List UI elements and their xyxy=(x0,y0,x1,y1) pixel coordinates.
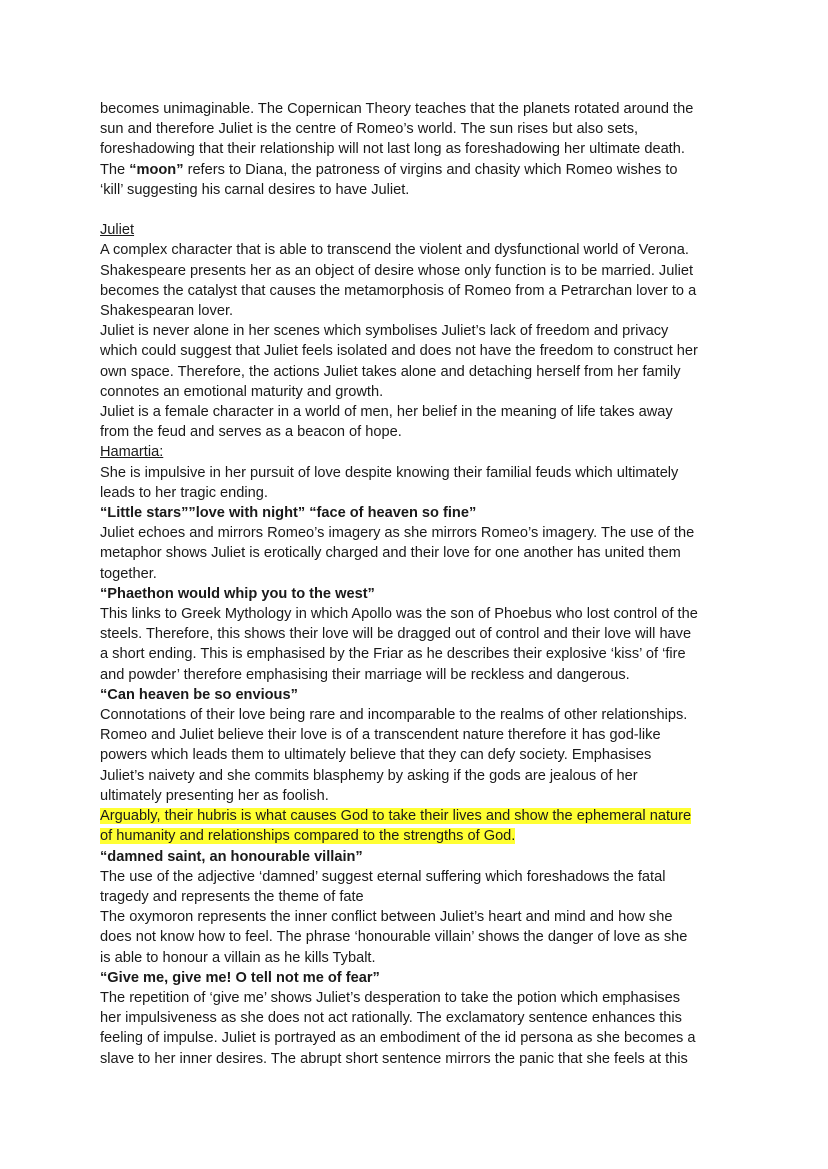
analysis-line: ultimately presenting her as foolish. xyxy=(100,787,329,804)
moon-quote: “moon” xyxy=(129,161,184,178)
quote-heading: “Can heaven be so envious” xyxy=(100,686,298,703)
document-page xyxy=(100,99,740,1069)
analysis-line: slave to her inner desires. The abrupt short sentence mirrors the panic that she feels at this xyxy=(100,1050,688,1067)
highlighted-text: of humanity and relationships compared to the strengths of God. xyxy=(100,828,516,845)
hamartia-line: leads to her tragic ending. xyxy=(100,484,268,501)
moon-post: refers to Diana, the patroness of virgins and chasity which Romeo wishes to xyxy=(183,161,678,178)
juliet-para1-line: A complex character that is able to transcend the violent and dysfunctional world of Verona. xyxy=(100,242,689,259)
analysis-line: steels. Therefore, this shows their love will be dragged out of control and their love will have xyxy=(100,626,692,643)
analysis-line: feeling of impulse. Juliet is portrayed as an embodiment of the id persona as she becomes a xyxy=(100,1030,696,1047)
juliet-para1-line: Shakespeare presents her as an object of desire whose only function is to be married. Juliet xyxy=(100,262,693,279)
juliet-para2-line: Juliet is never alone in her scenes which symbolises Juliet’s lack of freedom and privacy xyxy=(100,323,669,340)
analysis-line: powers which leads them to ultimately believe that they can defy society. Emphasises xyxy=(100,747,652,764)
analysis-line: Juliet echoes and mirrors Romeo’s imagery as she mirrors Romeo’s imagery. The use of the xyxy=(100,525,695,542)
analysis-line: does not know how to feel. The phrase ‘honourable villain’ shows the danger of love as she xyxy=(100,929,688,946)
juliet-para2-line: which could suggest that Juliet feels isolated and does not have the freedom to construct her xyxy=(100,343,698,360)
analysis-line: and powder’ therefore emphasising their marriage will be reckless and dangerous. xyxy=(100,666,630,683)
analysis-line: a short ending. This is emphasised by the Friar as he describes their explosive ‘kiss’ of ‘fire xyxy=(100,646,686,663)
analysis-line: The oxymoron represents the inner conflict between Juliet’s heart and mind and how she xyxy=(100,909,673,926)
quote-heading: “Give me, give me! O tell not me of fear” xyxy=(100,969,380,986)
analysis-line: This links to Greek Mythology in which Apollo was the son of Phoebus who lost control of the xyxy=(100,606,698,623)
analysis-line: is able to honour a villain as he kills Tybalt. xyxy=(100,949,376,966)
analysis-line: metaphor shows Juliet is erotically charged and their love for one another has united them xyxy=(100,545,681,562)
quote-heading: “Little stars””love with night” “face of heaven so fine” xyxy=(100,505,477,522)
hamartia-line: She is impulsive in her pursuit of love despite knowing their familial feuds which ultimately xyxy=(100,464,679,481)
section-heading-juliet: Juliet xyxy=(100,222,135,239)
spacer xyxy=(100,200,740,220)
juliet-para2-line: own space. Therefore, the actions Juliet takes alone and detaching herself from her family xyxy=(100,363,681,380)
analysis-line: Juliet’s naivety and she commits blasphemy by asking if the gods are jealous of her xyxy=(100,767,638,784)
highlighted-line xyxy=(100,806,740,826)
juliet-para1-line: becomes the catalyst that causes the metamorphosis of Romeo from a Petrarchan lover to a xyxy=(100,282,697,299)
section-heading-hamartia: Hamartia: xyxy=(100,444,164,461)
analysis-line: her impulsiveness as she does not act rationally. The exclamatory sentence enhances this xyxy=(100,1010,682,1027)
intro-line: becomes unimaginable. The Copernican Theory teaches that the planets rotated around the xyxy=(100,101,694,117)
analysis-line: Romeo and Juliet believe their love is of a transcendent nature therefore it has god-like xyxy=(100,727,661,744)
analysis-line: Connotations of their love being rare and incomparable to the realms of other relationships. xyxy=(100,707,688,724)
juliet-para1-line: Shakespearan lover. xyxy=(100,303,234,320)
highlighted-text: Arguably, their hubris is what causes God to take their lives and show the ephemeral nature xyxy=(100,808,692,825)
intro-line: ‘kill’ suggesting his carnal desires to have Juliet. xyxy=(100,181,410,198)
analysis-line: The repetition of ‘give me’ shows Juliet’s desperation to take the potion which emphasises xyxy=(100,989,681,1006)
analysis-line: The use of the adjective ‘damned’ suggest eternal suffering which foreshadows the fatal xyxy=(100,868,666,885)
juliet-para2-line: connotes an emotional maturity and growth. xyxy=(100,383,384,400)
highlighted-line xyxy=(100,826,740,846)
juliet-para3-line: Juliet is a female character in a world of men, her belief in the meaning of life takes away xyxy=(100,404,673,421)
moon-line xyxy=(100,160,740,180)
juliet-para3-line: from the feud and serves as a beacon of hope. xyxy=(100,424,402,441)
quote-heading: “Phaethon would whip you to the west” xyxy=(100,585,375,602)
analysis-line: tragedy and represents the theme of fate xyxy=(100,888,364,905)
intro-line: foreshadowing that their relationship will not last long as foreshadowing her ultimate death. xyxy=(100,141,685,158)
intro-line: sun and therefore Juliet is the centre of Romeo’s world. The sun rises but also sets, xyxy=(100,121,639,138)
quote-heading: “damned saint, an honourable villain” xyxy=(100,848,363,865)
analysis-line: together. xyxy=(100,565,157,582)
moon-pre: The xyxy=(100,161,130,178)
